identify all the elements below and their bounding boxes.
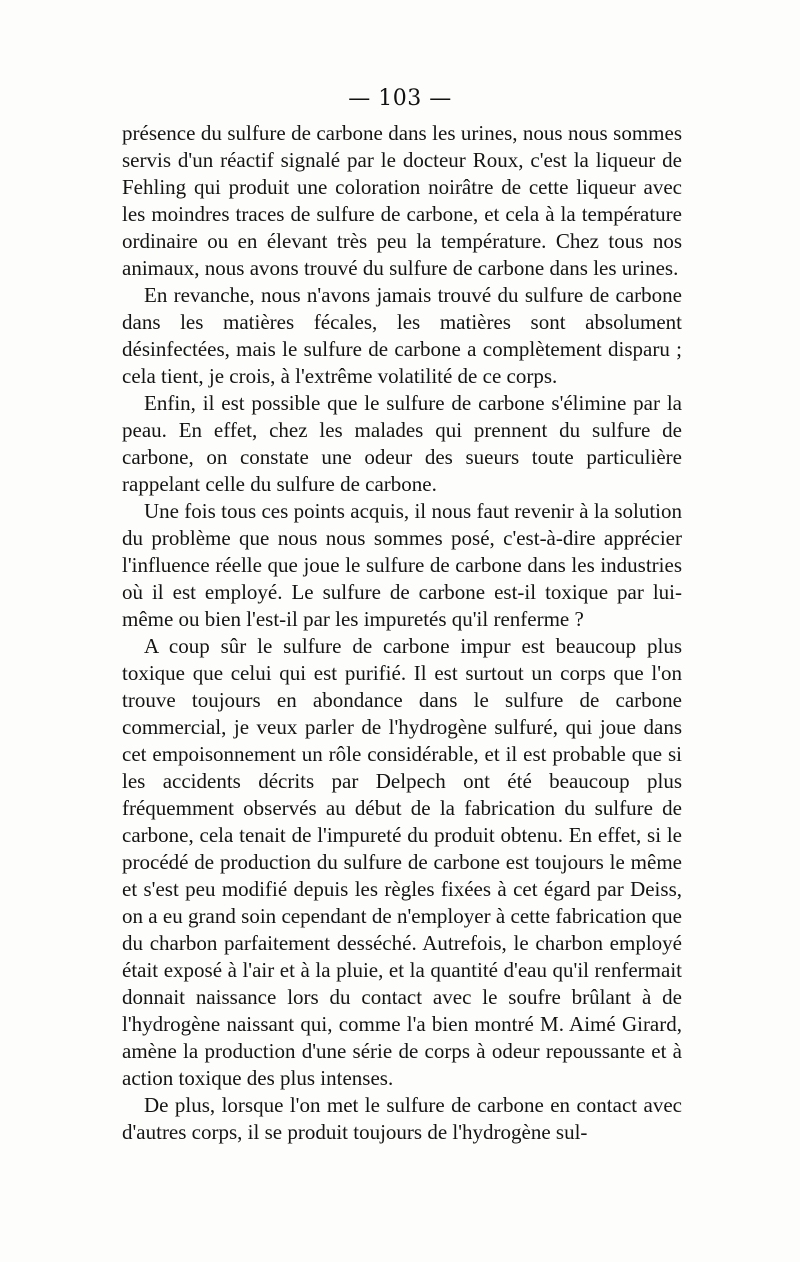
body-text xyxy=(122,120,682,1146)
paragraph-3: Enfin, il est possible que le sulfure de carbone s'élimine par la peau. En effet, chez les malades qui prennent du sulfure de carbone, on constate une odeur des sueurs toute particulière rappelant celle du sulfure de carbone. xyxy=(122,391,682,496)
paragraph-4: Une fois tous ces points acquis, il nous faut revenir à la solution du problème que nous nous sommes posé, c'est-à-dire apprécier l'influence réelle que joue le sulfure de carbone dans les industries où il est employé. Le sulfure de carbone est-il toxique par lui-même ou bien l'est-il par les impuretés qu'il renferme ? xyxy=(122,499,682,631)
paragraph-2: En revanche, nous n'avons jamais trouvé du sulfure de carbone dans les matières fécales, les matières sont absolument désinfectées, mais le sulfure de carbone a complètement disparu ; cela tient, je crois, à l'extrême volatilité de ce corps. xyxy=(122,283,682,388)
paragraph-6: De plus, lorsque l'on met le sulfure de carbone en contact avec d'autres corps, il se produit toujours de l'hydrogène sul- xyxy=(122,1093,682,1144)
paragraph-1: présence du sulfure de carbone dans les urines, nous nous sommes servis d'un réactif signalé par le docteur Roux, c'est la liqueur de Fehling qui produit une coloration noirâtre de cette liqueur avec les moindres traces de sulfure de carbone, et cela à la température ordinaire ou en élevant très peu la température. Chez tous nos animaux, nous avons trouvé du sulfure de carbone dans les urines. xyxy=(122,121,682,280)
paragraph-5: A coup sûr le sulfure de carbone impur est beaucoup plus toxique que celui qui est purifié. Il est surtout un corps que l'on trouve toujours en abondance dans le sulfure de carbone commercial, je veux parler de l'hydrogène sulfuré, qui joue dans cet empoisonnement un rôle considérable, et il est probable que si les accidents décrits par Delpech ont été beaucoup plus fréquemment observés au début de la fabrication du sulfure de carbone, cela tenait de l'impureté du produit obtenu. En effet, si le procédé de production du sulfure de carbone est toujours le même et s'est peu modifié depuis les règles fixées à cet égard par Deiss, on a eu grand soin cependant de n'employer à cette fabrication que du charbon parfaitement desséché. Autrefois, le charbon employé était exposé à l'air et à la pluie, et la quantité d'eau qu'il renfermait donnait naissance lors du contact avec le soufre brûlant à de l'hydrogène naissant qui, comme l'a bien montré M. Aimé Girard, amène la production d'une série de corps à odeur repoussante et à action toxique des plus intenses. xyxy=(122,634,682,1090)
page-number: — 103 — xyxy=(348,86,452,111)
